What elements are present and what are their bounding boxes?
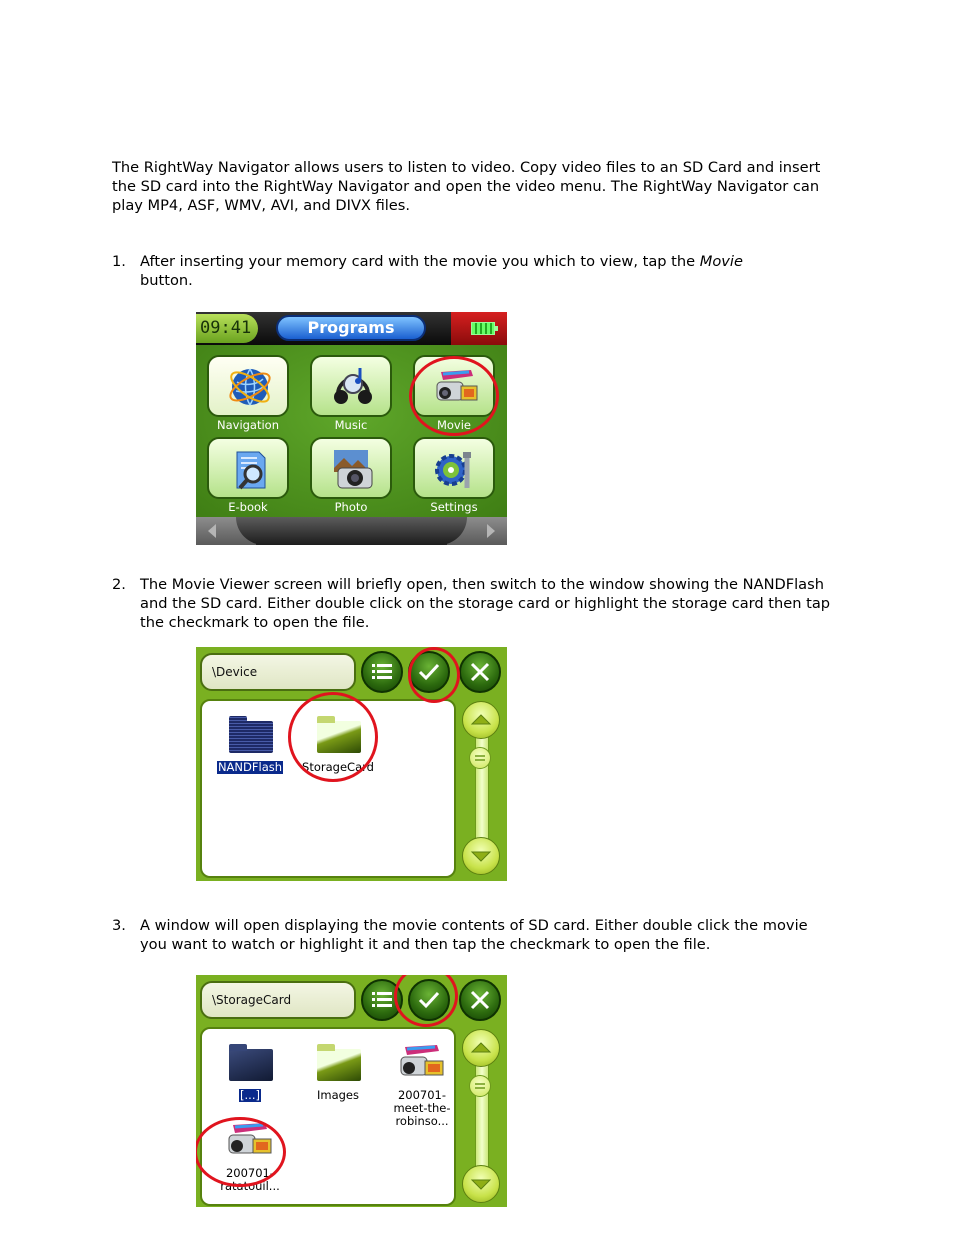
program-label: Navigation	[216, 418, 280, 432]
battery-icon	[451, 312, 507, 345]
file-item[interactable]	[210, 715, 290, 774]
scroll-down-button[interactable]	[462, 837, 500, 875]
bottom-bar	[196, 517, 507, 545]
file-name: [...]	[240, 1088, 260, 1102]
program-label: Photo	[334, 500, 368, 514]
step-text: After inserting your memory card with the movie you which to view, tap the Movie button.	[140, 253, 743, 289]
step-text: A window will open displaying the movie contents of SD card. Either double click the movie you want to watch or highlight it and then tap the checkmark to open the file.	[140, 917, 808, 953]
folder-icon	[229, 721, 273, 753]
camera-icon	[330, 446, 376, 492]
scrollbar[interactable]	[461, 1027, 503, 1206]
device-browser-screenshot	[196, 647, 507, 881]
arrow-down-icon	[463, 1166, 499, 1202]
chevron-right-icon	[479, 517, 503, 545]
step-number: 3.	[112, 917, 126, 934]
step-text: The Movie Viewer screen will briefly open, then switch to the window showing the NANDFlash and the SD card. Either double click on the storage card or highlight the storage card then tap the checkmark to open the file.	[140, 576, 831, 631]
folder-up-icon	[229, 1049, 273, 1081]
close-button[interactable]	[459, 651, 501, 693]
arrow-up-icon	[463, 1030, 499, 1066]
highlight-circle	[288, 692, 378, 782]
gear-icon	[433, 446, 479, 492]
step-number: 1.	[112, 253, 126, 270]
path-field: \StorageCard	[200, 981, 356, 1019]
step-number: 2.	[112, 576, 126, 593]
path-field: \Device	[200, 653, 356, 691]
scroll-thumb[interactable]	[469, 747, 491, 769]
program-settings[interactable]	[412, 437, 496, 514]
file-item[interactable]	[380, 1043, 464, 1128]
list-icon	[363, 653, 401, 691]
close-icon	[461, 653, 499, 691]
close-button[interactable]	[459, 979, 501, 1021]
scroll-thumb[interactable]	[469, 1075, 491, 1097]
intro-paragraph: The RightWay Navigator allows users to listen to video. Copy video files to an SD Card and insert the SD card into the RightWay Navigator and open the video menu. The RightWay Navigator can play MP4, ASF, WMV, AVI, and DIVX files.	[112, 159, 821, 214]
file-name: 200701-meet-the-robinso...	[393, 1088, 451, 1128]
list-view-button[interactable]	[361, 651, 403, 693]
program-label: Movie	[436, 418, 472, 432]
status-bar	[196, 312, 507, 345]
highlight-circle	[409, 356, 499, 436]
close-icon	[461, 981, 499, 1019]
step-2	[112, 575, 832, 632]
file-item[interactable]	[298, 1043, 378, 1102]
grip-icon	[470, 748, 490, 768]
scroll-down-button[interactable]	[462, 1165, 500, 1203]
program-photo[interactable]	[309, 437, 393, 514]
highlight-circle	[394, 975, 458, 1027]
program-label: E-book	[228, 500, 268, 514]
globe-icon	[227, 364, 273, 410]
file-name: Images	[316, 1088, 359, 1102]
grip-icon	[470, 1076, 490, 1096]
scroll-up-button[interactable]	[462, 701, 500, 739]
file-item[interactable]	[210, 1043, 290, 1102]
storage-browser-screenshot	[196, 975, 507, 1207]
step-1	[112, 252, 832, 290]
file-name: 200701-ratatouil...	[220, 1167, 280, 1193]
scroll-up-button[interactable]	[462, 1029, 500, 1067]
arrow-up-icon	[463, 702, 499, 738]
program-label: Settings	[430, 500, 478, 514]
arrow-down-icon	[463, 838, 499, 874]
chevron-left-icon	[200, 517, 224, 545]
step-3	[112, 916, 832, 954]
file-name: NANDFlash	[217, 760, 283, 774]
program-ebook[interactable]	[206, 437, 290, 514]
clock: 09:41	[196, 314, 258, 343]
scrollbar[interactable]	[461, 699, 503, 878]
folder-icon	[317, 1049, 361, 1081]
screen-title: Programs	[276, 315, 426, 341]
programs-screenshot	[196, 312, 507, 545]
program-music[interactable]	[309, 355, 393, 432]
file-name: StorageCard	[302, 760, 374, 774]
book-icon	[227, 446, 273, 492]
highlight-circle	[408, 647, 460, 703]
highlight-circle	[196, 1117, 286, 1187]
headphones-icon	[330, 364, 376, 410]
program-label: Music	[334, 418, 368, 432]
program-navigation[interactable]	[206, 355, 290, 432]
video-file-icon	[399, 1043, 445, 1083]
